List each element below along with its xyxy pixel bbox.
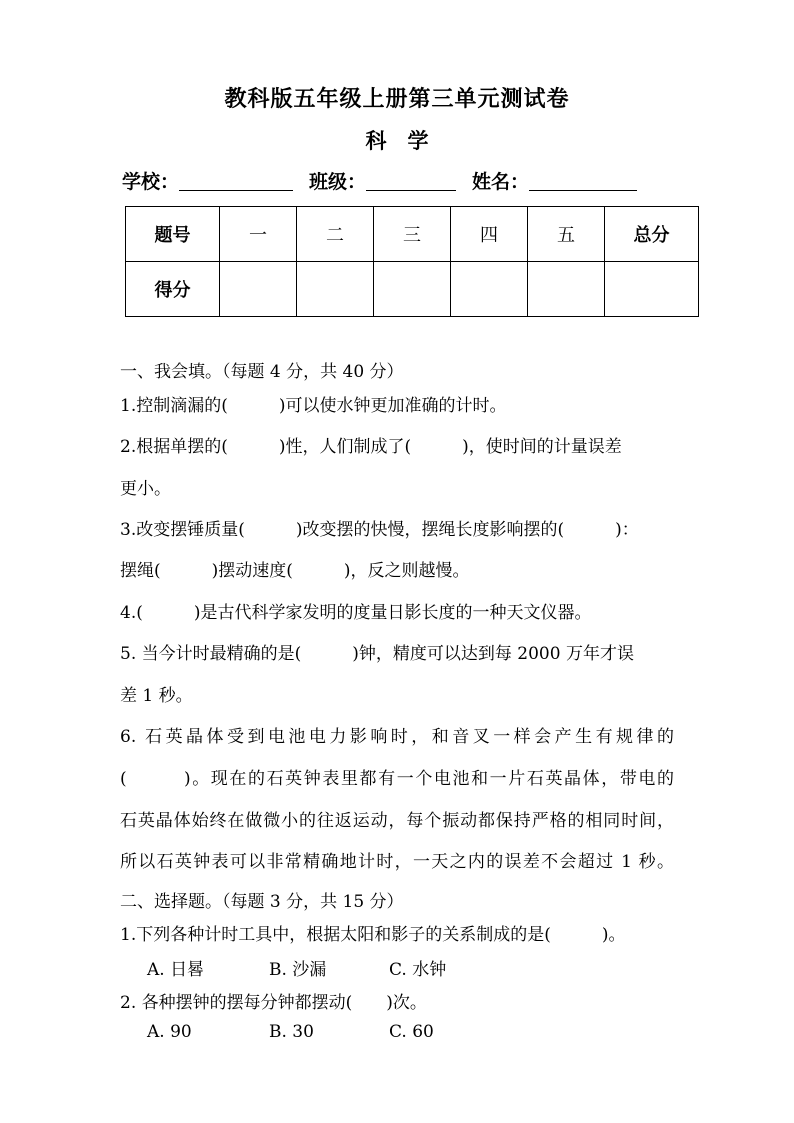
score-cell: 三 <box>374 207 451 262</box>
question-line: 所以石英钟表可以非常精确地计时，一天之内的误差不会超过 1 秒。 <box>120 852 674 872</box>
score-cell: 四 <box>451 207 528 262</box>
class-label: 班级： <box>309 171 367 193</box>
question-line: 摆绳( )摆动速度( )，反之则越慢。 <box>120 561 470 581</box>
mc-question-1: 1.下列各种计时工具中，根据太阳和影子的关系制成的是( )。 <box>120 925 626 945</box>
student-info-row <box>122 167 637 194</box>
score-table <box>125 206 699 317</box>
section1-heading: 一、我会填。（每题 4 分，共 40 分） <box>120 362 404 382</box>
name-blank <box>529 170 637 191</box>
score-cell <box>220 262 297 317</box>
school-label: 学校： <box>122 171 180 193</box>
question-line: 石英晶体始终在做微小的往返运动，每个振动都保持严格的相同时间， <box>120 811 674 831</box>
question-line: 4.( )是古代科学家发明的度量日影长度的一种天文仪器。 <box>120 603 592 623</box>
score-cell: 二 <box>297 207 374 262</box>
option-a: A. 日晷 <box>147 960 205 980</box>
score-cell: 得分 <box>126 262 220 317</box>
option-c: C. 水钟 <box>389 960 447 980</box>
question-line: 2.根据单摆的( )性，人们制成了( )，使时间的计量误差 <box>120 437 622 457</box>
question-line: 1.控制滴漏的( )可以使水钟更加准确的计时。 <box>120 396 507 416</box>
option-c: C. 60 <box>389 1022 434 1042</box>
score-cell <box>605 262 699 317</box>
section2-heading: 二、选择题。（每题 3 分，共 15 分） <box>120 892 404 912</box>
class-blank <box>366 170 456 191</box>
score-cell: 总分 <box>605 207 699 262</box>
score-cell <box>374 262 451 317</box>
name-label: 姓名： <box>472 171 530 193</box>
mc-question-2: 2. 各种摆钟的摆每分钟都摆动( )次。 <box>120 993 427 1013</box>
score-cell <box>297 262 374 317</box>
option-b: B. 30 <box>269 1022 314 1042</box>
mc-options-1 <box>147 955 446 980</box>
score-cell: 题号 <box>126 207 220 262</box>
question-line: 6. 石英晶体受到电池电力影响时，和音叉一样会产生有规律的 <box>120 727 674 747</box>
option-a: A. 90 <box>147 1022 192 1042</box>
score-cell <box>451 262 528 317</box>
score-cell <box>528 262 605 317</box>
question-line: 3.改变摆锤质量( )改变摆的快慢，摆绳长度影响摆的( )： <box>120 520 639 540</box>
question-line: 5. 当今计时最精确的是( )钟，精度可以达到每 2000 万年才误 <box>120 644 634 664</box>
score-cell: 一 <box>220 207 297 262</box>
subject-title: 科 学 <box>365 128 429 153</box>
school-blank <box>179 170 293 191</box>
question-line: 差 1 秒。 <box>120 686 193 706</box>
score-table-header-row <box>126 207 699 262</box>
score-cell: 五 <box>528 207 605 262</box>
question-line: ( )。现在的石英钟表里都有一个电池和一片石英晶体，带电的 <box>120 769 674 789</box>
score-table-score-row <box>126 262 699 317</box>
exam-title: 教科版五年级上册第三单元测试卷 <box>224 86 570 112</box>
question-line: 更小。 <box>120 479 171 499</box>
mc-options-2 <box>147 1022 434 1042</box>
option-b: B. 沙漏 <box>269 960 327 980</box>
